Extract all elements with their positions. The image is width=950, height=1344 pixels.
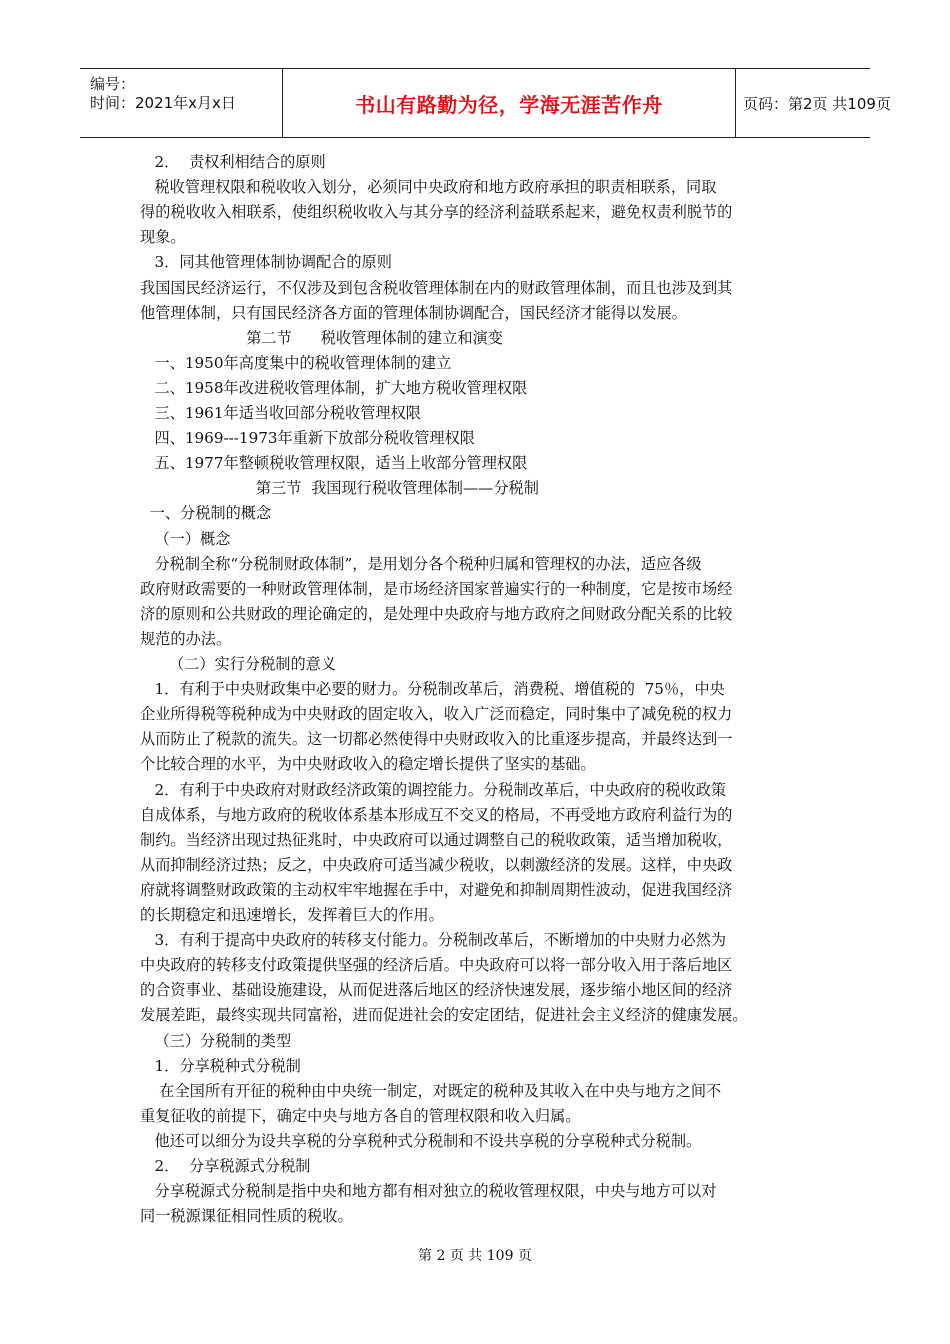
body-line: 3．有利于提高中央政府的转移支付能力。分税制改革后，不断增加的中央财力必然为 — [140, 931, 727, 950]
body-line: 制约。当经济出现过热征兆时，中央政府可以通过调整自己的税收政策，适当增加税收， — [140, 830, 733, 849]
body-line: 2． 分享税源式分税制 — [140, 1157, 311, 1175]
body-line: 第二节 税收管理体制的建立和演变 — [140, 328, 503, 347]
body-line: 自成体系，与地方政府的税收体系基本形成互不交叉的格局，不再受地方政府利益行为的 — [140, 805, 733, 824]
body-line: 政府财政需要的一种财政管理体制，是市场经济国家普遍实行的一种制度，它是按市场经 — [140, 579, 733, 598]
body-line: 1．分享税种式分税制 — [140, 1056, 301, 1075]
body-line: 规范的办法。 — [140, 629, 232, 648]
body-line: 第三节 我国现行税收管理体制——分税制 — [140, 479, 539, 498]
header-number: 编号： — [90, 75, 136, 93]
body-line: 中央政府的转移支付政策提供坚强的经济后盾。中央政府可以将一部分收入用于落后地区 — [140, 956, 733, 975]
body-line: 2．有利于中央政府对财政经济政策的调控能力。分税制改革后，中央政府的税收政策 — [140, 780, 727, 799]
body-line: 府就将调整财政政策的主动权牢牢地握在手中，对避免和抑制周期性波动，促进我国经济 — [140, 880, 733, 899]
body-line: 发展差距，最终实现共同富裕，进而促进社会的安定团结，促进社会主义经济的健康发展。 — [140, 1006, 748, 1025]
body-line: 的合资事业、基础设施建设，从而促进落后地区的经济快速发展，逐步缩小地区间的经济 — [140, 981, 733, 1000]
body-line: 从而抑制经济过热；反之，中央政府可适当减少税收，以刺激经济的发展。这样，中央政 — [140, 855, 733, 874]
body-line: 1．有利于中央财政集中必要的财力。分税制改革后，消费税、增值税的 75％，中央 — [140, 680, 725, 699]
body-line: 得的税收收入相联系，使组织税收收入与其分享的经济利益联系起来，避免权责利脱节的 — [140, 203, 733, 222]
header-motto: 书山有路勤为径，学海无涯苦作舟 — [282, 69, 736, 137]
body-line: 他还可以细分为设共享税的分享税种式分税制和不设共享税的分享税种式分税制。 — [140, 1131, 702, 1150]
body-line: 一、分税制的概念 — [140, 504, 272, 523]
page-header — [80, 68, 891, 138]
body-line: 四、1969---1973年重新下放部分税收管理权限 — [140, 429, 475, 448]
body-line: 个比较合理的水平，为中央财政收入的稳定增长提供了坚实的基础。 — [140, 755, 596, 774]
body-line: 重复征收的前提下，确定中央与地方各自的管理权限和收入归属。 — [140, 1106, 581, 1125]
body-line: 税收管理权限和税收收入划分，必须同中央政府和地方政府承担的职责相联系，同取 — [140, 178, 717, 197]
body-line: 在全国所有开征的税种由中央统一制定，对既定的税种及其收入在中央与地方之间不 — [140, 1081, 722, 1100]
body-line: 济的原则和公共财政的理论确定的，是处理中央政府与地方政府之间财政分配关系的比较 — [140, 604, 733, 623]
body-line: 三、1961年适当收回部分税收管理权限 — [140, 404, 421, 422]
body-line: （三）分税制的类型 — [140, 1031, 292, 1050]
body-line: 我国国民经济运行，不仅涉及到包含税收管理体制在内的财政管理体制，而且也涉及到其 — [140, 278, 733, 297]
page-footer: 第 2 页 共 109 页 — [418, 1248, 532, 1264]
header-meta — [80, 69, 282, 137]
header-time: 时间：2021年x月x日 — [90, 94, 236, 112]
body-line: 企业所得税等税种成为中央财政的固定收入，收入广泛而稳定，同时集中了减免税的权力 — [140, 705, 733, 724]
body-line: 二、1958年改进税收管理体制，扩大地方税收管理权限 — [140, 378, 528, 397]
body-line: 2． 责权利相结合的原则 — [140, 153, 326, 171]
body-line: 一、1950年高度集中的税收管理体制的建立 — [140, 353, 452, 372]
body-line: 同一税源课征相同性质的税收。 — [140, 1207, 353, 1226]
body-line: 3．同其他管理体制协调配合的原则 — [140, 253, 392, 272]
body-line: （一）概念 — [140, 529, 231, 548]
header-page-number: 页码：第2页 共109页 — [743, 94, 891, 113]
body-line: 的长期稳定和迅速增长，发挥着巨大的作用。 — [140, 906, 444, 924]
body-line: 现象。 — [140, 228, 186, 247]
body-line: 分税制全称“分税制财政体制”，是用划分各个税种归属和管理权的办法，适应各级 — [140, 554, 702, 573]
body-line: 他管理体制，只有国民经济各方面的管理体制协调配合，国民经济才能得以发展。 — [140, 303, 687, 322]
body-line: （二）实行分税制的意义 — [140, 655, 337, 673]
body-line: 分享税源式分税制是指中央和地方都有相对独立的税收管理权限，中央与地方可以对 — [140, 1182, 717, 1201]
body-line: 五、1977年整顿税收管理权限，适当上收部分管理权限 — [140, 454, 528, 473]
body-line: 从而防止了税款的流失。这一切都必然使得中央财政收入的比重逐步提高，并最终达到一 — [140, 730, 733, 749]
